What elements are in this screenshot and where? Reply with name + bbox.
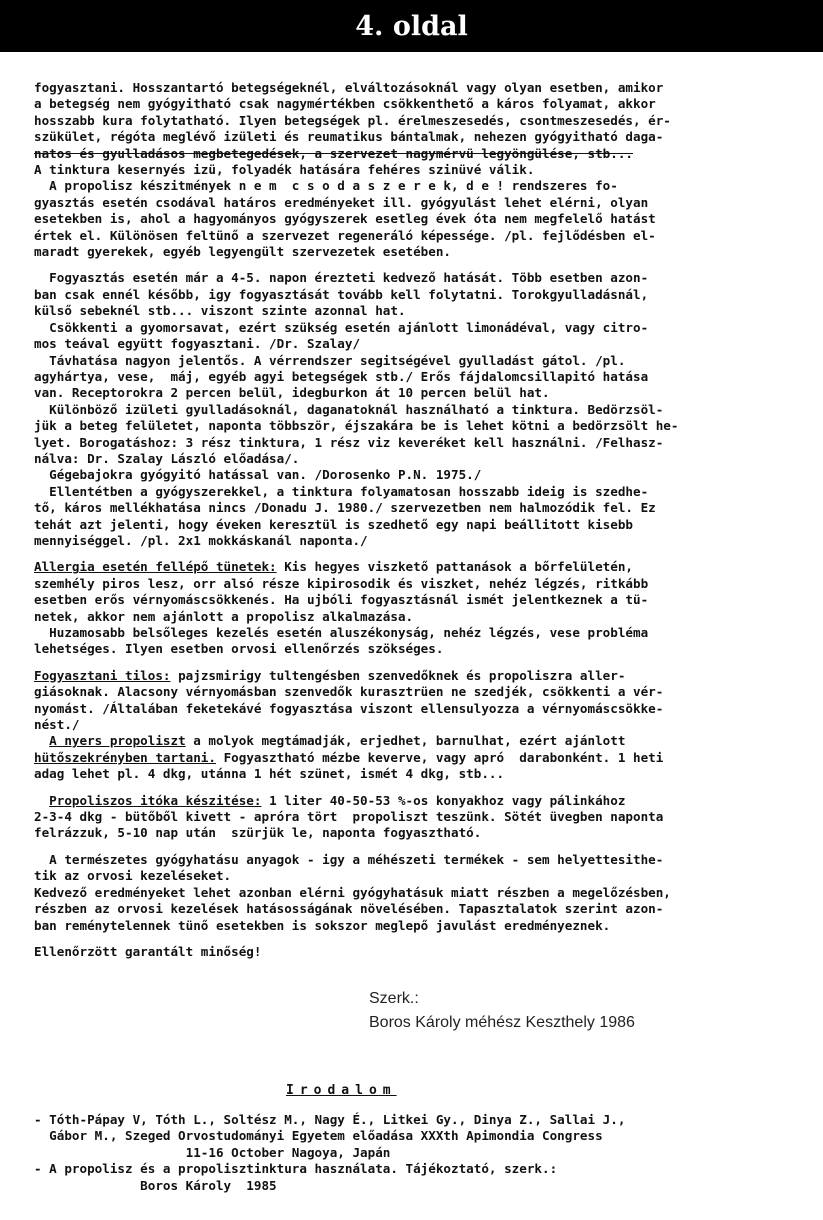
text-line: A tinktura kesernyés izü, folyadék hatására fehéres szinüvé válik. xyxy=(34,162,535,178)
paragraph-effects xyxy=(34,270,794,549)
guarantee-line: Ellenőrzött garantált minőség! xyxy=(34,943,262,959)
text-line: mos teával együtt fogyasztani. /Dr. Szalay/ xyxy=(34,336,361,352)
text-line: Huzamosabb belsőleges kezelés esetén aluszékonyság, nehéz légzés, vese probléma xyxy=(34,625,649,640)
text-line: mennyiséggel. /pl. 2x1 mokkáskanál naponta./ xyxy=(34,532,368,548)
paragraph-not-miracle xyxy=(34,178,794,260)
text-line: hosszabb kura folytatható. Ilyen betegségek pl. érelmeszesedés, csontmeszesedés, ér- xyxy=(34,112,671,128)
document-body xyxy=(34,80,794,960)
text-line: Ellentétben a gyógyszerekkel, a tinktura folyamatosan hosszabb ideig is szedhe- xyxy=(34,483,649,499)
text-line: Kedvező eredményeket lehet azonban elérni gyógyhatásuk miatt részben a megelőzésben, xyxy=(34,884,671,900)
literature-references xyxy=(34,1112,794,1194)
text-line: ban reménytelennek tünő esetekben is sokszor meglepő javulást eredményeznek. xyxy=(34,917,611,933)
signature-name: Boros Károly méhész Keszthely 1986 xyxy=(369,1014,635,1031)
text-line: Fogyasztás esetén már a 4-5. napon érezteti kedvező hatását. Több esetben azon- xyxy=(34,270,649,286)
reference-line: - Tóth-Pápay V, Tóth L., Soltész M., Nagy É., Litkei Gy., Dinya Z., Sallai J., xyxy=(34,1112,626,1127)
text-line: lyet. Borogatáshoz: 3 rész tinktura, 1 rész viz keveréket kell használni. /Felhasz- xyxy=(34,434,664,450)
text-line: tehát azt jelenti, hogy éveken keresztül is szedhető egy napi beállitott kisebb xyxy=(34,516,633,532)
text-line: tő, káros mellékhatása nincs /Donadu J. 1980./ szervezetben nem halmozódik fel. Ez xyxy=(34,500,656,516)
text-line: tik az orvosi kezeléseket. xyxy=(34,868,232,884)
text-line: 2-3-4 dkg - bütőből kivett - apróra tört propoliszt teszünk. Sötét üvegben naponta xyxy=(34,809,664,825)
text-line: nést./ xyxy=(34,717,80,733)
text-line: külső sebeknél stb... viszont szinte azonnal hat. xyxy=(34,303,406,319)
text-line: nálva: Dr. Szalay László előadása/. xyxy=(34,450,300,466)
text-line: nyomást. /Általában feketekávé fogyasztása viszont ellensulyozza a vérnyomáscsökke- xyxy=(34,700,664,716)
text-line: agyhártya, vese, máj, egyéb agyi betegségek stb./ Erős fájdalomcsillapitó hatása xyxy=(34,368,649,384)
text-span: Fogyasztható mézbe keverve, vagy apró darabonként. 1 heti xyxy=(215,749,664,765)
text-line: giásoknak. Alacsony vérnyomásban szenvedők kurasztrüen ne szedjék, csökkenti a vér- xyxy=(34,684,664,700)
text-line: esetekben is, ahol a hagyományos gyógyszerek esetleg évek óta nem megfelelő hatást xyxy=(34,211,656,227)
signature-editor-label: Szerk.: xyxy=(369,990,419,1007)
text-line: adag lehet pl. 4 dkg, utánna 1 hét szünet, ismét 4 dkg, stb... xyxy=(34,766,505,782)
paragraph-allergy xyxy=(34,559,794,657)
reference-line: Boros Károly 1985 xyxy=(34,1177,277,1193)
forbidden-heading: Fogyasztani tilos: xyxy=(34,667,171,683)
text-line: maradt gyerekek, egyéb legyengült szervezetek esetében. xyxy=(34,244,452,260)
text-line: felrázzuk, 5-10 nap után szürjük le, naponta fogyasztható. xyxy=(34,825,482,841)
recipe-heading: Propoliszos itóka készitése: xyxy=(49,792,262,808)
text-line: netek, akkor nem ajánlott a propolisz alkalmazása. xyxy=(34,608,414,624)
paragraph-forbidden xyxy=(34,668,794,734)
text-line: a betegség nem gyógyitható csak nagymértékben csökkenthető a káros folyamat, akkor xyxy=(34,96,656,112)
text-line: jük a beteg felületet, naponta többször, éjszakára be is lehet kötni a bedörzsölt he- xyxy=(34,418,679,434)
storage-heading: hütőszekrényben tartani. xyxy=(34,749,216,765)
paragraph-recipe xyxy=(34,793,794,842)
paragraph-long-term-use xyxy=(34,80,794,178)
page-header xyxy=(0,0,823,52)
text-line: értek el. Különösen feltünő a szervezet regeneráló képessége. /pl. fejlődésben el- xyxy=(34,227,656,243)
text-line: Csökkenti a gyomorsavat, ezért szükség esetén ajánlott limonádéval, vagy citro- xyxy=(34,319,649,335)
text-line: lehetséges. Ilyen esetben orvosi ellenőrzés szökséges. xyxy=(34,641,444,657)
text-line: van. Receptorokra 2 percen belül, idegburkon át 10 percen belül hat. xyxy=(34,385,550,401)
paragraph-closing xyxy=(34,852,794,934)
literature-title: Irodalom xyxy=(286,1083,397,1098)
text-line: A propolisz készitmények n e m c s o d a s z e r e k, d e ! rendszeres fo- xyxy=(34,178,618,194)
allergy-heading: Allergia esetén fellépő tünetek: xyxy=(34,559,277,575)
text-line: A természetes gyógyhatásu anyagok - igy a méhészeti termékek - sem helyettesithe- xyxy=(34,851,664,867)
text-line: gyasztás esetén csodával határos eredményeket ill. gyógyulást lehet elérni, olyan xyxy=(34,194,649,210)
text-span: 1 liter 40-50-53 %-os konyakhoz vagy pálinkához xyxy=(261,792,626,808)
text-line: ban csak ennél később, igy fogyasztását tovább kell folytatni. Torokgyulladásnál, xyxy=(34,286,649,302)
text-line: szükület, régóta meglévő izületi és reumatikus bántalmak, nehezen gyógyitható daga- xyxy=(34,129,664,145)
text-line: Gégebajokra gyógyitó hatással van. /Dorosenko P.N. 1975./ xyxy=(34,467,482,483)
paragraph-raw-propolis xyxy=(34,733,794,782)
text-span: a molyok megtámadják, erjedhet, barnulhat, ezért ajánlott xyxy=(185,733,626,749)
raw-propolis-heading: A nyers propoliszt xyxy=(49,733,186,749)
text-line: Távhatása nagyon jelentős. A vérrendszer segitségével gyulladást gátol. /pl. xyxy=(34,352,626,368)
struck-text-line: natos és gyulladásos megbetegedések, a szervezet nagymérvü legyöngülése, stb... xyxy=(34,145,633,161)
text-line: Különböző izületi gyulladásoknál, daganatoknál használható a tinktura. Bedörzsöl- xyxy=(34,401,664,417)
text-line: szemhély piros lesz, orr alsó része kipirosodik és viszket, nehéz légzés, ritkább xyxy=(34,575,649,591)
text-span: pajzsmirigy tultengésben szenvedőknek és propoliszra aller- xyxy=(170,667,626,683)
page-title: 4. oldal xyxy=(355,10,468,42)
reference-line: - A propolisz és a propolisztinktura használata. Tájékoztató, szerk.: xyxy=(34,1161,558,1177)
text-line: esetben erős vérnyomáscsökkenés. Ha ujbóli fogyasztásnál ismét jelentkeznek a tü- xyxy=(34,592,649,608)
reference-line: 11-16 October Nagoya, Japán xyxy=(34,1144,391,1160)
reference-line: Gábor M., Szeged Orvostudományi Egyetem előadása XXXth Apimondia Congress xyxy=(34,1128,603,1144)
text-line: részben az orvosi kezelések hatásosságának növelésében. Tapasztalatok szerint azon- xyxy=(34,901,664,917)
text-line: fogyasztani. Hosszantartó betegségeknél, elváltozásoknál vagy olyan esetben, amikor xyxy=(34,80,664,95)
text-span: Kis hegyes viszkető pattanások a bőrfelületén, xyxy=(276,559,633,575)
signature-block xyxy=(369,987,635,1035)
